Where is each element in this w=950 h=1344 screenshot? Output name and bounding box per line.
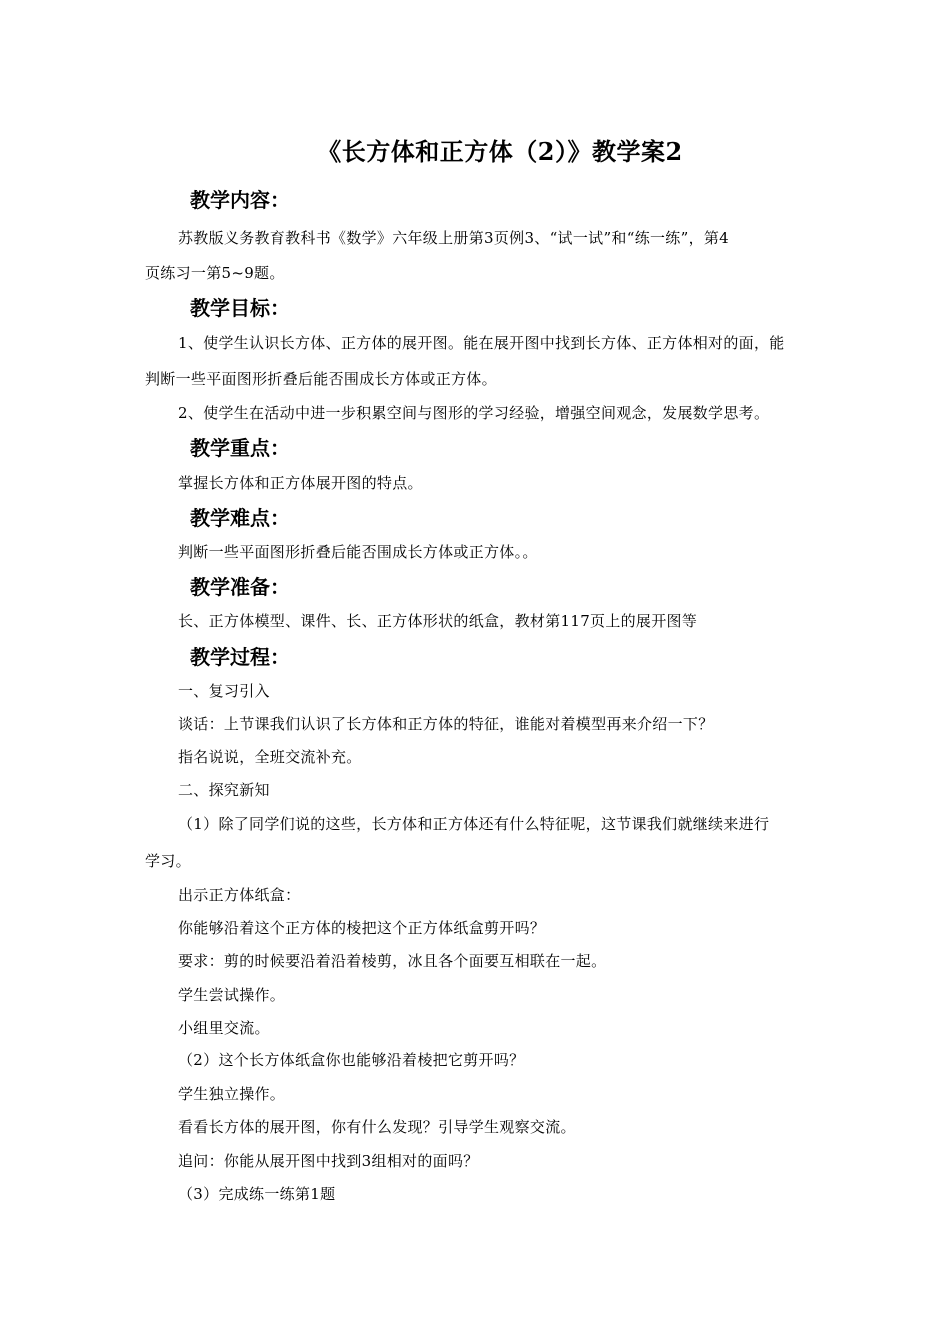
section-heading-key-points: 教学重点： [190,436,290,460]
section-heading-preparation: 教学准备： [190,575,290,599]
paragraph-line: 小组里交流。 [178,1019,270,1037]
paragraph-line: 1、使学生认识长方体、正方体的展开图。能在展开图中找到长方体、正方体相对的面，能 [178,334,785,352]
page-title: 《长方体和正方体（2）》教学案2 [317,137,683,166]
paragraph-line: 页练习一第5~9题。 [145,264,285,282]
paragraph-line: 你能够沿着这个正方体的棱把这个正方体纸盒剪开吗？ [178,919,546,937]
paragraph-line: 判断一些平面图形折叠后能否围成长方体或正方体。 [145,370,497,388]
paragraph-line: 2、使学生在活动中进一步积累空间与图形的学习经验，增强空间观念，发展数学思考。 [178,404,770,422]
paragraph-line: 看看长方体的展开图，你有什么发现？引导学生观察交流。 [178,1118,576,1136]
paragraph-line: （2）这个长方体纸盒你也能够沿着棱把它剪开吗？ [178,1051,525,1069]
paragraph-line: （1）除了同学们说的这些，长方体和正方体还有什么特征呢，这节课我们就继续来进行 [178,815,770,833]
section-heading-content: 教学内容： [190,188,290,212]
paragraph-line: 掌握长方体和正方体展开图的特点。 [178,474,423,492]
section-heading-goals: 教学目标： [190,296,290,320]
paragraph-line: 学生独立操作。 [178,1085,286,1103]
paragraph-line: 学生尝试操作。 [178,986,286,1004]
paragraph-line: 学习。 [145,852,191,870]
section-heading-process: 教学过程： [190,645,290,669]
paragraph-line: 判断一些平面图形折叠后能否围成长方体或正方体。。 [178,543,538,561]
paragraph-line: 长、正方体模型、课件、长、正方体形状的纸盒，教材第117页上的展开图等 [178,612,698,630]
section-heading-difficulties: 教学难点： [190,506,290,530]
paragraph-line: 出示正方体纸盒： [178,886,301,904]
paragraph-line: （3）完成练一练第1题 [178,1185,336,1203]
paragraph-line: 指名说说，全班交流补充。 [178,748,362,766]
paragraph-line: 要求：剪的时候要沿着沿着棱剪，冰且各个面要互相联在一起。 [178,952,607,970]
paragraph-line: 追问：你能从展开图中找到3组相对的面吗？ [178,1152,479,1170]
paragraph-line: 二、探究新知 [178,781,270,799]
paragraph-line: 苏教版义务教育教科书《数学》六年级上册第3页例3、“试一试”和“练一练”，第4 [178,229,730,247]
paragraph-line: 谈话：上节课我们认识了长方体和正方体的特征，谁能对着模型再来介绍一下？ [178,715,714,733]
paragraph-line: 一、复习引入 [178,682,270,700]
